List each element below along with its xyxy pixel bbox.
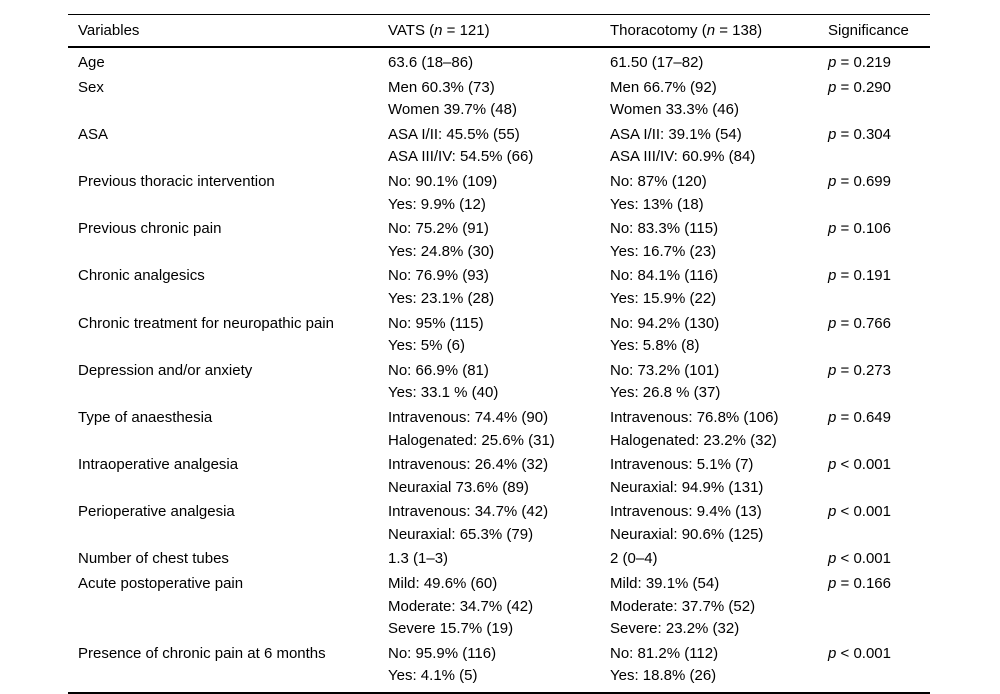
cell-line: Intravenous: 26.4% (32) <box>388 456 549 474</box>
cell-line: Intravenous: 9.4% (13) <box>610 503 762 521</box>
table-row <box>68 170 930 217</box>
vats-cell <box>378 547 600 572</box>
table-row <box>68 406 930 453</box>
significance-cell: p < 0.001 <box>828 550 891 568</box>
cell-line: Halogenated: 23.2% (32) <box>610 431 777 449</box>
significance-cell: p = 0.766 <box>828 314 891 332</box>
cell-line: 1.3 (1–3) <box>388 550 449 568</box>
cell-line: 63.6 (18–86) <box>388 54 474 71</box>
cell-line: Neuraxial: 90.6% (125) <box>610 525 764 543</box>
thoracotomy-cell <box>600 170 818 217</box>
table-row <box>68 76 930 123</box>
p-symbol: p <box>828 267 837 285</box>
table-row <box>68 642 930 693</box>
significance-cell: p = 0.219 <box>828 54 891 71</box>
cell-line: Yes: 15.9% (22) <box>610 289 717 307</box>
cell-line: Moderate: 34.7% (42) <box>388 597 534 615</box>
significance-cell: p < 0.001 <box>828 503 891 521</box>
vats-cell <box>378 76 600 123</box>
table-row <box>68 312 930 359</box>
thoracotomy-cell <box>600 547 818 572</box>
thoracotomy-cell <box>600 406 818 453</box>
significance-cell: p < 0.001 <box>828 456 891 474</box>
p-symbol: p <box>828 54 837 71</box>
variable-cell: Chronic analgesics <box>78 267 205 285</box>
cell-line: ASA III/IV: 54.5% (66) <box>388 148 534 166</box>
cell-line: No: 81.2% (112) <box>610 644 719 662</box>
cell-line: Halogenated: 25.6% (31) <box>388 431 555 449</box>
cell-line: No: 94.2% (130) <box>610 314 720 332</box>
cell-line: Intravenous: 76.8% (106) <box>610 408 779 426</box>
variable-cell: Intraoperative analgesia <box>78 456 239 474</box>
header-row <box>68 15 930 48</box>
cell-line: No: 76.9% (93) <box>388 267 489 285</box>
thoracotomy-cell <box>600 572 818 642</box>
column-header-thoracotomy <box>600 15 818 48</box>
cell-line: Neuraxial: 65.3% (79) <box>388 525 534 543</box>
cell-line: Yes: 9.9% (12) <box>388 195 486 213</box>
comparison-table-container <box>68 14 930 694</box>
variable-cell: Previous thoracic intervention <box>78 172 275 190</box>
n-symbol: n <box>706 22 716 39</box>
significance-cell: p = 0.191 <box>828 267 891 285</box>
cell-line: Yes: 26.8 % (37) <box>610 384 721 402</box>
cell-line: Men 60.3% (73) <box>388 78 495 96</box>
column-header-variables: Variables <box>78 22 140 39</box>
p-symbol: p <box>828 220 837 238</box>
variable-cell: ASA <box>78 125 109 143</box>
cell-line: Intravenous: 5.1% (7) <box>610 456 754 474</box>
p-symbol: p <box>828 408 837 426</box>
thoracotomy-cell <box>600 264 818 311</box>
vats-cell <box>378 642 600 693</box>
column-header-vats <box>378 15 600 48</box>
table-row <box>68 359 930 406</box>
thoracotomy-cell <box>600 312 818 359</box>
vats-cell <box>378 264 600 311</box>
cell-line: Mild: 39.1% (54) <box>610 575 720 593</box>
cell-line: Intravenous: 34.7% (42) <box>388 503 549 521</box>
cell-line: Yes: 33.1 % (40) <box>388 384 499 402</box>
comparison-table <box>68 14 930 694</box>
significance-cell: p = 0.649 <box>828 408 891 426</box>
variable-cell: Previous chronic pain <box>78 220 222 238</box>
thoracotomy-cell <box>600 642 818 693</box>
cell-line: ASA I/II: 39.1% (54) <box>610 125 742 143</box>
p-symbol: p <box>828 644 837 662</box>
cell-line: Yes: 5% (6) <box>388 337 465 355</box>
variable-cell: Number of chest tubes <box>78 550 229 568</box>
cell-line: Yes: 23.1% (28) <box>388 289 495 307</box>
vats-cell <box>378 170 600 217</box>
vats-cell <box>378 453 600 500</box>
cell-line: No: 90.1% (109) <box>388 172 498 190</box>
thoracotomy-cell <box>600 76 818 123</box>
table-row <box>68 572 930 642</box>
table-row <box>68 217 930 264</box>
p-symbol: p <box>828 361 837 379</box>
vats-cell <box>378 123 600 170</box>
cell-line: Yes: 13% (18) <box>610 195 704 213</box>
vats-cell <box>378 359 600 406</box>
variable-cell: Depression and/or anxiety <box>78 361 253 379</box>
cell-line: Yes: 24.8% (30) <box>388 242 495 260</box>
cell-line: 2 (0–4) <box>610 550 658 568</box>
variable-cell: Acute postoperative pain <box>78 575 244 593</box>
p-symbol: p <box>828 503 837 521</box>
vats-header-prefix: VATS ( <box>388 22 435 39</box>
vats-cell <box>378 500 600 547</box>
cell-line: Yes: 16.7% (23) <box>610 242 717 260</box>
table-body <box>68 47 930 693</box>
significance-cell: p = 0.273 <box>828 361 891 379</box>
variable-cell: Type of anaesthesia <box>78 408 213 426</box>
variable-cell: Age <box>78 54 105 71</box>
thoracotomy-cell <box>600 500 818 547</box>
table-row <box>68 500 930 547</box>
cell-line: Neuraxial 73.6% (89) <box>388 478 529 496</box>
cell-line: Men 66.7% (92) <box>610 78 717 96</box>
cell-line: Severe 15.7% (19) <box>388 620 514 638</box>
cell-line: Moderate: 37.7% (52) <box>610 597 756 615</box>
variable-cell: Chronic treatment for neuropathic pain <box>78 314 334 332</box>
table-header <box>68 15 930 48</box>
p-symbol: p <box>828 550 837 568</box>
thoracotomy-cell <box>600 123 818 170</box>
cell-line: ASA III/IV: 60.9% (84) <box>610 148 756 166</box>
p-symbol: p <box>828 125 837 143</box>
cell-line: Intravenous: 74.4% (90) <box>388 408 549 426</box>
significance-cell: p = 0.290 <box>828 78 891 96</box>
cell-line: No: 73.2% (101) <box>610 361 720 379</box>
variable-cell: Presence of chronic pain at 6 months <box>78 644 326 662</box>
significance-cell: p < 0.001 <box>828 644 891 662</box>
cell-line: Yes: 5.8% (8) <box>610 337 700 355</box>
cell-line: No: 84.1% (116) <box>610 267 719 285</box>
n-symbol: n <box>434 22 443 39</box>
significance-cell: p = 0.106 <box>828 220 891 238</box>
cell-line: Yes: 4.1% (5) <box>388 667 478 685</box>
cell-line: No: 87% (120) <box>610 172 707 190</box>
thoracotomy-header-suffix: = 138) <box>715 22 763 39</box>
table-row <box>68 453 930 500</box>
thoracotomy-cell <box>600 47 818 76</box>
p-symbol: p <box>828 78 837 96</box>
cell-line: 61.50 (17–82) <box>610 54 704 71</box>
table-row <box>68 264 930 311</box>
thoracotomy-cell <box>600 359 818 406</box>
table-row <box>68 123 930 170</box>
p-symbol: p <box>828 575 837 593</box>
cell-line: No: 95% (115) <box>388 314 484 332</box>
cell-line: Neuraxial: 94.9% (131) <box>610 478 764 496</box>
cell-line: Mild: 49.6% (60) <box>388 575 498 593</box>
cell-line: ASA I/II: 45.5% (55) <box>388 125 520 143</box>
cell-line: Women 33.3% (46) <box>610 101 739 119</box>
thoracotomy-header-prefix: Thoracotomy ( <box>610 22 707 39</box>
thoracotomy-cell <box>600 217 818 264</box>
significance-cell: p = 0.304 <box>828 125 891 143</box>
table-row <box>68 547 930 572</box>
cell-line: Severe: 23.2% (32) <box>610 620 740 638</box>
significance-cell: p = 0.166 <box>828 575 891 593</box>
thoracotomy-cell <box>600 453 818 500</box>
vats-cell <box>378 312 600 359</box>
cell-line: Yes: 18.8% (26) <box>610 667 717 685</box>
column-header-significance: Significance <box>828 22 909 39</box>
p-symbol: p <box>828 456 837 474</box>
cell-line: No: 83.3% (115) <box>610 220 719 238</box>
variable-cell: Sex <box>78 78 104 96</box>
p-symbol: p <box>828 172 837 190</box>
cell-line: No: 95.9% (116) <box>388 644 497 662</box>
vats-cell <box>378 572 600 642</box>
p-symbol: p <box>828 314 837 332</box>
variable-cell: Perioperative analgesia <box>78 503 235 521</box>
cell-line: No: 75.2% (91) <box>388 220 489 238</box>
vats-cell <box>378 406 600 453</box>
table-row <box>68 47 930 76</box>
significance-cell: p = 0.699 <box>828 172 891 190</box>
cell-line: No: 66.9% (81) <box>388 361 489 379</box>
vats-header-suffix: = 121) <box>442 22 490 39</box>
vats-cell <box>378 47 600 76</box>
cell-line: Women 39.7% (48) <box>388 101 517 119</box>
vats-cell <box>378 217 600 264</box>
